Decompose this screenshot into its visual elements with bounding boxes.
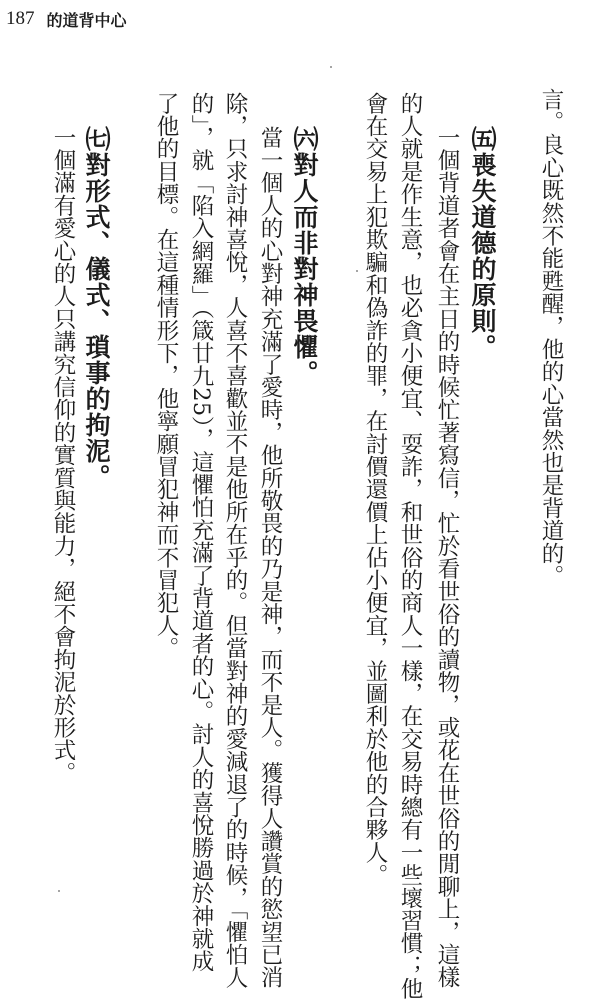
scan-speck (58, 890, 60, 892)
scan-speck (356, 270, 358, 272)
body-line-3: 的人就是作生意，也必貪小便宜、耍詐，和世俗的商人一樣，在交易時總有一些壞習慣；他 (397, 92, 423, 1000)
body-line-1: 言。良心既然不能甦醒，他的心當然也是背道的。 (538, 88, 564, 588)
body-line-8: 了他的目標。在這種情形下，他寧願冒犯神而不冒犯人。 (153, 92, 179, 660)
page-header (6, 6, 127, 32)
body-line-7: 的」，就「陷入網羅」（箴廿九25），這懼怕充滿了背道者的心。討人的喜悅勝過於神就成 (188, 92, 214, 973)
section-heading-7: ㈦對形式、儀式、瑣事的拘泥。 (82, 126, 111, 490)
body-line-2: 一個背道者會在主日的時候忙著寫信，忙於看世俗的讀物，或花在世俗的閒聊上，這樣 (434, 126, 460, 989)
body-line-4: 會在交易上犯欺騙和偽詐的罪，在討價還價上佔小便宜，並圖利於他的合夥人。 (362, 92, 388, 887)
section-heading-6: ㈥對人而非對神畏懼。 (290, 126, 319, 386)
body-line-6: 除，只求討神喜悅，人喜不喜歡並不是他所在乎的。但當對神的愛減退了的時候，「懼怕人 (222, 92, 248, 989)
body-line-5: 當一個人的心對神充滿了愛時，他所敬畏的乃是神，而不是人。獲得人讚賞的慾望已消 (257, 126, 283, 989)
page-number: 187 (6, 8, 35, 29)
body-line-9: 一個滿有愛心的人只講究信仰的實質與能力，絕不會拘泥於形式。 (50, 126, 76, 785)
section-heading-5: ㈤喪失道德的原則。 (468, 126, 497, 360)
scan-speck (330, 66, 332, 68)
running-title: 的道背中心 (46, 10, 127, 30)
